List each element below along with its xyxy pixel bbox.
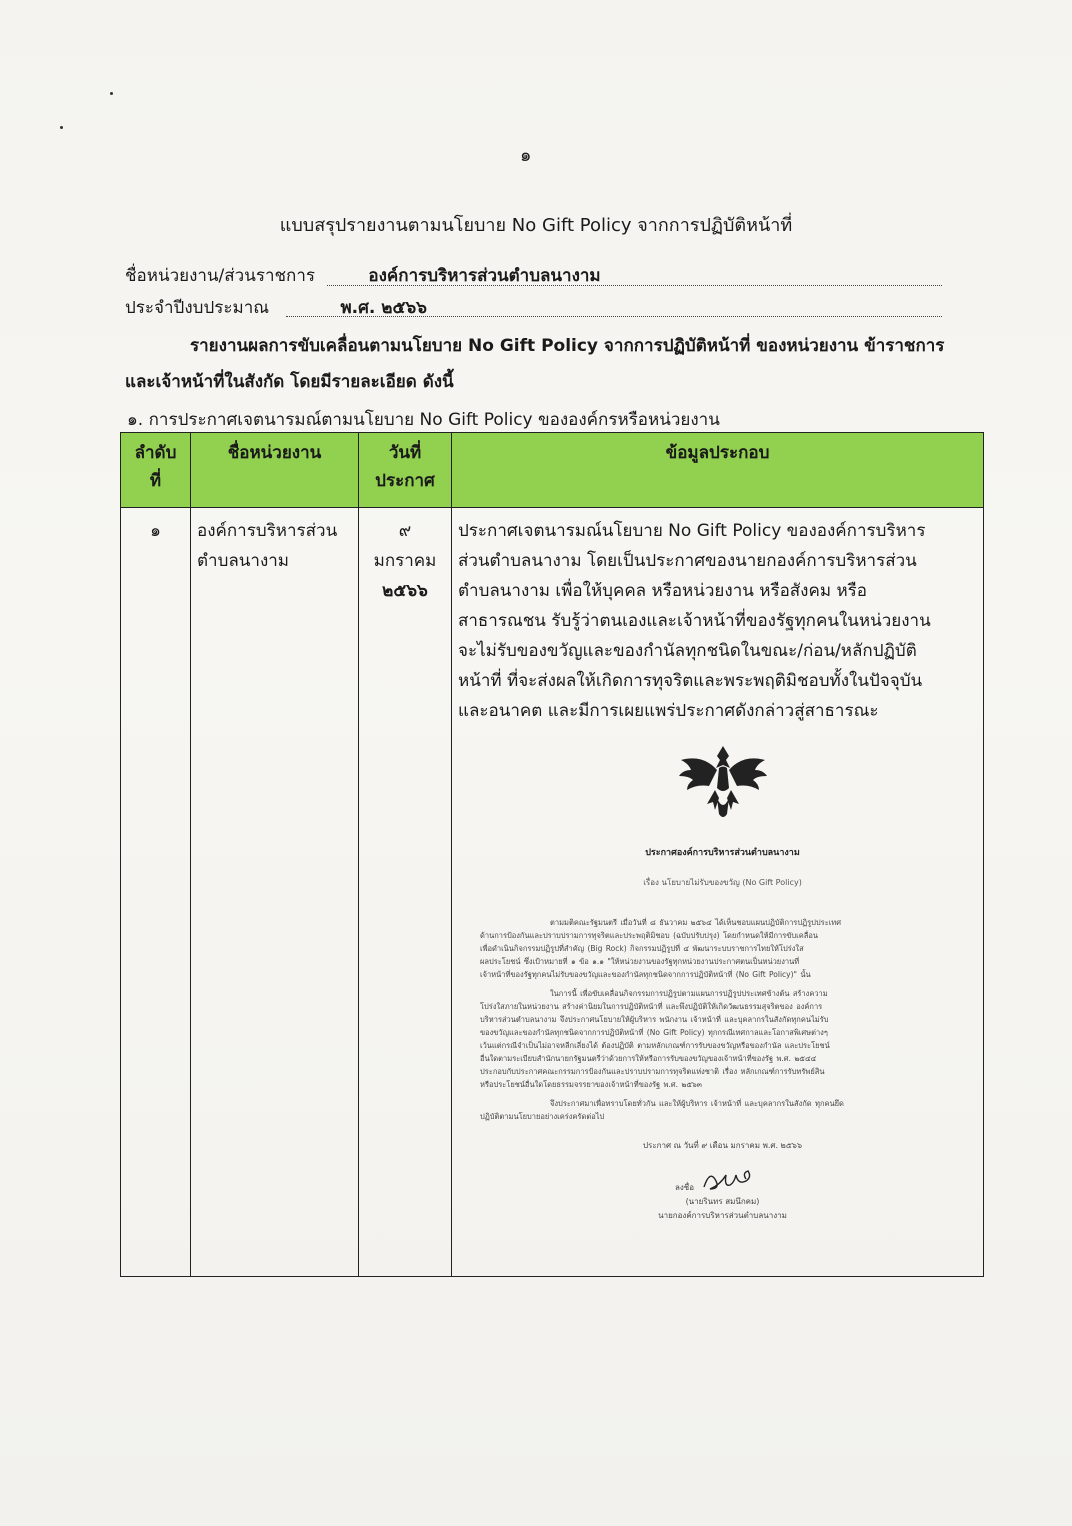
row-agency-line2: ตำบลนางาม (197, 551, 290, 571)
announcement-line: บริหารส่วนตำบลนางาม จึงประกาศนโยบายให้ผู้บริหาร พนักงาน เจ้าหน้าที่ และบุคลากรในสังกัดทุกคนไม่รับ (480, 1015, 829, 1024)
cell-agency (191, 508, 359, 1277)
announcement-date: ประกาศ ณ วันที่ ๙ เดือน มกราคม พ.ศ. ๒๕๖๖ (642, 1141, 803, 1150)
announcement-line: หรือประโยชน์อื่นใดโดยธรรมจรรยาของเจ้าหน้าที่ของรัฐ พ.ศ. ๒๕๖๓ (480, 1080, 702, 1089)
page-title: แบบสรุปรายงานตามนโยบาย No Gift Policy จากการปฏิบัติหน้าที่ (279, 215, 793, 236)
cell-no (121, 508, 191, 1277)
info-line: และอนาคต และมีการเผยแพร่ประกาศดังกล่าวสู่สาธารณะ (458, 701, 879, 721)
header-date (359, 433, 452, 508)
dotted-line (327, 285, 942, 286)
info-text (458, 516, 977, 726)
cell-date (359, 508, 452, 1277)
announcement-line: โปร่งใสภายในหน่วยงาน สร้างค่านิยมในการปฏิบัติหน้าที่ และพึงปฏิบัติให้เกิดวัฒนธรรมสุจริตของ องค์การ (480, 1002, 823, 1011)
section-heading: ๑. การประกาศเจตนารมณ์ตามนโยบาย No Gift Policy ขององค์กรหรือหน่วยงาน (127, 410, 720, 430)
intro-line-1: รายงานผลการขับเคลื่อนตามนโยบาย No Gift Policy จากการปฏิบัติหน้าที่ ของหน่วยงาน ข้าราชการ (190, 336, 945, 356)
signature-line (476, 1165, 969, 1195)
scan-speck (110, 92, 113, 95)
info-line: จะไม่รับของขวัญและของกำนัลทุกชนิดในขณะ/ก่อน/หลักปฏิบัติ (458, 641, 917, 661)
announcement-subject: เรื่อง นโยบายไม่รับของขวัญ (No Gift Policy) (643, 878, 802, 887)
header-agency-label: ชื่อหน่วยงาน (227, 443, 322, 463)
announcement-image (476, 740, 969, 1223)
header-info-label: ข้อมูลประกอบ (665, 443, 770, 463)
row-date-line1: ๙ (398, 521, 412, 541)
header-date-line1: วันที่ (388, 443, 422, 463)
header-info (452, 433, 984, 508)
signer-title: นายกองค์การบริหารส่วนตำบลนางาม (658, 1211, 787, 1220)
row-date-line2: มกราคม (373, 551, 437, 571)
table-header-row (121, 433, 984, 508)
announcement-line: ประกอบกับประกาศคณะกรรมการป้องกันและปราบปรามการทุจริตแห่งชาติ เรื่อง หลักเกณฑ์การรับทรัพย์สิน (480, 1067, 825, 1076)
info-line: สาธารณชน รับรู้ว่าตนเองและเจ้าหน้าที่ของรัฐทุกคนในหน่วยงาน (458, 611, 931, 631)
signature-block (476, 1165, 969, 1223)
row-agency-line1: องค์การบริหารส่วน (197, 521, 338, 541)
announcement-line: เพื่อดำเนินกิจกรรมปฏิรูปที่สำคัญ (Big Rock) กิจกรรมปฏิรูปที่ ๔ พัฒนาระบบราชการไทยให้โปร่งใส (480, 944, 804, 953)
cell-info (452, 508, 984, 1277)
page-number: ๑ (520, 145, 532, 166)
announcement-line: เว้นแต่กรณีจำเป็นไม่อาจหลีกเลี่ยงได้ ต้องปฏิบัติ ตามหลักเกณฑ์การรับของขวัญหรือของกำนัล และประโยชน์ (480, 1041, 830, 1050)
header-no (121, 433, 191, 508)
garuda-emblem-icon (675, 740, 771, 822)
row-no: ๑ (150, 521, 161, 541)
scan-speck (60, 126, 63, 129)
announcement-heading: ประกาศองค์การบริหารส่วนตำบลนางาม (645, 848, 800, 858)
report-table (120, 432, 984, 1277)
announcement-line: ตามมติคณะรัฐมนตรี เมื่อวันที่ ๘ ธันวาคม ๒๕๖๔ ได้เห็นชอบแผนปฏิบัติการปฏิรูปประเทศ (550, 918, 841, 927)
fiscal-value: พ.ศ. ๒๕๖๖ (340, 298, 427, 318)
dotted-line (286, 316, 942, 317)
announcement-line: ด้านการป้องกันและปราบปรามการทุจริตและประพฤติมิชอบ (ฉบับปรับปรุง) โดยกำหนดให้มีการขับเคลื่อน (480, 931, 818, 940)
header-agency (191, 433, 359, 508)
announcement-body (480, 916, 960, 1123)
agency-value: องค์การบริหารส่วนตำบลนางาม (368, 266, 601, 286)
announcement-line: อื่นใดตามระเบียบสำนักนายกรัฐมนตรีว่าด้วยการให้หรือการรับของขวัญของเจ้าหน้าที่ของรัฐ พ.ศ. ๒๕๔๔ (480, 1054, 817, 1063)
announcement-line: เจ้าหน้าที่ของรัฐทุกคนไม่รับของขวัญและของกำนัลทุกชนิดจากการปฏิบัติหน้าที่ (No Gift Policy)" นั้น (480, 970, 811, 979)
info-line: ตำบลนางาม เพื่อให้บุคคล หรือหน่วยงาน หรือสังคม หรือ (458, 581, 868, 601)
signer-name: (นายรินทร สมนึกคม) (685, 1197, 760, 1206)
announcement-line: จึงประกาศมาเพื่อทราบโดยทั่วกัน และให้ผู้บริหาร เจ้าหน้าที่ และบุคลากรในสังกัด ทุกคนยึด (550, 1099, 844, 1108)
row-date-line3: ๒๕๖๖ (382, 581, 428, 601)
info-line: ส่วนตำบลนางาม โดยเป็นประกาศของนายกองค์การบริหารส่วน (458, 551, 917, 571)
sign-label: ลงชื่อ (674, 1183, 695, 1192)
agency-label: ชื่อหน่วยงาน/ส่วนราชการ (125, 266, 316, 286)
signature-icon (700, 1165, 770, 1195)
fiscal-label: ประจำปีงบประมาณ (125, 298, 270, 318)
info-line: ประกาศเจตนารมณ์นโยบาย No Gift Policy ขององค์การบริหาร (458, 521, 926, 541)
header-no-line1: ลำดับ (134, 443, 177, 463)
header-no-line2: ที่ (149, 471, 162, 491)
announcement-line: ผลประโยชน์ ซึ่งเป้าหมายที่ ๑ ข้อ ๑.๑ "ให้หน่วยงานของรัฐทุกหน่วยงานประกาศตนเป็นหน่วยงานที่ (480, 957, 800, 966)
announcement-line: ของขวัญและของกำนัลทุกชนิดจากการปฏิบัติหน้าที่ (No Gift Policy) ทุกกรณีเทศกาลและโอกาสพิเศษต่างๆ (480, 1028, 828, 1037)
table-row (121, 508, 984, 1277)
announcement-line: ในการนี้ เพื่อขับเคลื่อนกิจกรรมการปฏิรูปตามแผนการปฏิรูปประเทศข้างต้น สร้างความ (550, 989, 828, 998)
announcement-line: ปฏิบัติตามนโยบายอย่างเคร่งครัดต่อไป (480, 1112, 605, 1121)
info-line: หน้าที่ ที่จะส่งผลให้เกิดการทุจริตและพระพฤติมิชอบทั้งในปัจจุบัน (458, 671, 923, 691)
intro-line-2: และเจ้าหน้าที่ในสังกัด โดยมีรายละเอียด ดังนี้ (125, 372, 454, 392)
header-date-line2: ประกาศ (375, 471, 435, 491)
